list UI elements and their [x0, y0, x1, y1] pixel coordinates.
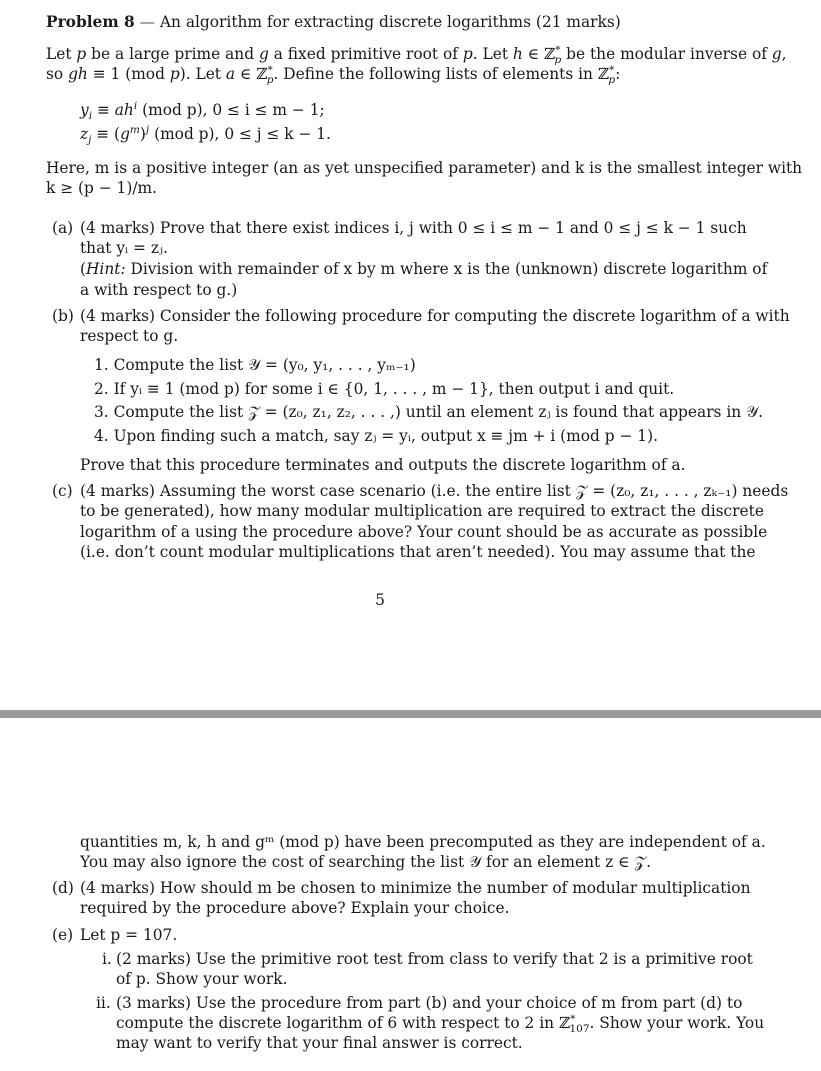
here-line-1: Here, m is a positive integer (an as yet unspecified parameter) and k is the smallest integer with	[46, 159, 803, 177]
intro-text: be the modular inverse of	[561, 45, 772, 63]
problem-heading	[46, 12, 621, 33]
page-separator	[0, 710, 821, 718]
procedure-step-4: 4. Upon finding such a match, say zⱼ = yᵢ, output x ≡ jm + i (mod p − 1).	[94, 427, 658, 445]
part-a-line-1: (4 marks) Prove that there exist indices i, j with 0 ≤ i ≤ m − 1 and 0 ≤ j ≤ k − 1 such	[80, 219, 747, 237]
part-a-hint-line-2: a with respect to g.)	[80, 281, 238, 299]
y-definition: $y_i \equiv ah^i$ (mod p), 0 ≤ i ≤ m − 1;	[80, 99, 325, 123]
part-c-label: (c)	[52, 482, 73, 500]
part-e-i-label: i.	[102, 950, 112, 968]
part-e-i-line-2: of p. Show your work.	[116, 970, 288, 988]
problem-label: Problem 8	[46, 13, 135, 31]
part-d-label: (d)	[52, 879, 74, 897]
intro-text: . Let	[472, 45, 513, 63]
part-b-line-2: respect to g.	[80, 327, 179, 345]
part-e-ii-line-1: (3 marks) Use the procedure from part (b) and your choice of m from part (d) to	[116, 994, 743, 1012]
part-e-ii-line-3: may want to verify that your final answer is correct.	[116, 1034, 523, 1052]
problem-dash: —	[139, 13, 155, 31]
part-d-line-2: required by the procedure above? Explain your choice.	[80, 899, 510, 917]
hint-text: Division with remainder of x by m where x is the (unknown) discrete logarithm of	[125, 260, 768, 278]
part-e-label: (e)	[52, 926, 74, 944]
procedure-step-3: 3. Compute the list 𝒵 = (z₀, z₁, z₂, . . . ,) until an element zⱼ is found that appears in 𝒴.	[94, 403, 764, 421]
part-a-label: (a)	[52, 219, 74, 237]
page-number: 5	[375, 591, 385, 609]
part-a-hint-line-1: (Hint: Division with remainder of x by m where x is the (unknown) discrete logarithm of	[80, 260, 768, 278]
intro-line-2: so gh ≡ 1 (mod p). Let a ∈ ℤ*$_p$. Define the following lists of elements in ℤ*$_p$:	[46, 63, 621, 87]
z-definition-text: (mod p), 0 ≤ j ≤ k − 1.	[154, 125, 331, 143]
part-e-ii-text: compute the discrete logarithm of 6 with respect to 2 in	[116, 1014, 559, 1032]
hint-label: Hint:	[86, 260, 126, 278]
problem-title: An algorithm for extracting discrete logarithms (21 marks)	[159, 13, 621, 31]
part-e-i-line-1: (2 marks) Use the primitive root test from class to verify that 2 is a primitive root	[116, 950, 753, 968]
part-e-ii-text: . Show your work. You	[589, 1014, 765, 1032]
y-definition-text: (mod p), 0 ≤ i ≤ m − 1;	[142, 101, 325, 119]
part-a-line-2: that yᵢ = zⱼ.	[80, 239, 168, 257]
intro-text: so	[46, 65, 69, 83]
intro-text: be a large prime and	[86, 45, 259, 63]
part-d-line-1: (4 marks) How should m be chosen to minimize the number of modular multiplication	[80, 879, 751, 897]
intro-text: Let	[46, 45, 77, 63]
part-e-line-1: Let p = 107.	[80, 926, 178, 944]
part-c-line-2: to be generated), how many modular multiplication are required to extract the discrete	[80, 502, 764, 520]
part-c-line-4: (i.e. don’t count modular multiplications that aren’t needed). You may assume that the	[80, 543, 756, 561]
part-b-conclusion: Prove that this procedure terminates and outputs the discrete logarithm of a.	[80, 456, 686, 474]
part-c-continued-1: quantities m, k, h and gᵐ (mod p) have been precomputed as they are independent of a.	[80, 833, 766, 851]
part-e-ii-line-2: compute the discrete logarithm of 6 with respect to 2 in ℤ*$_{107}$. Show your work. You	[116, 1012, 765, 1036]
part-b-line-1: (4 marks) Consider the following procedure for computing the discrete logarithm of a with	[80, 307, 790, 325]
intro-text: . Define the following lists of elements in	[273, 65, 598, 83]
z-definition: $z_j \equiv (g^m)^j$ (mod p), 0 ≤ j ≤ k − 1.	[80, 123, 331, 147]
part-e-ii-label: ii.	[96, 994, 111, 1012]
part-c-continued-2: You may also ignore the cost of searching the list 𝒴 for an element z ∈ 𝒵.	[80, 853, 651, 871]
intro-text: ). Let	[179, 65, 226, 83]
procedure-step-2: 2. If yᵢ ≡ 1 (mod p) for some i ∈ {0, 1, . . . , m − 1}, then output i and quit.	[94, 380, 675, 398]
procedure-step-1: 1. Compute the list 𝒴 = (y₀, y₁, . . . , yₘ₋₁)	[94, 356, 416, 374]
page-2	[0, 718, 821, 1071]
intro-text: (mod	[120, 65, 170, 83]
here-line-2: k ≥ (p − 1)/m.	[46, 179, 158, 197]
part-c-line-3: logarithm of a using the procedure above? Your count should be as accurate as possible	[80, 523, 768, 541]
intro-text: a fixed primitive root of	[268, 45, 463, 63]
intro-line-1: Let p be a large prime and g a fixed primitive root of p. Let h ∈ ℤ*$_p$ be the modular inverse of g,	[46, 43, 787, 67]
part-c-line-1: (4 marks) Assuming the worst case scenario (i.e. the entire list 𝒵 = (z₀, z₁, . . . , zₖ₋₁) needs	[80, 482, 789, 500]
part-b-label: (b)	[52, 307, 74, 325]
